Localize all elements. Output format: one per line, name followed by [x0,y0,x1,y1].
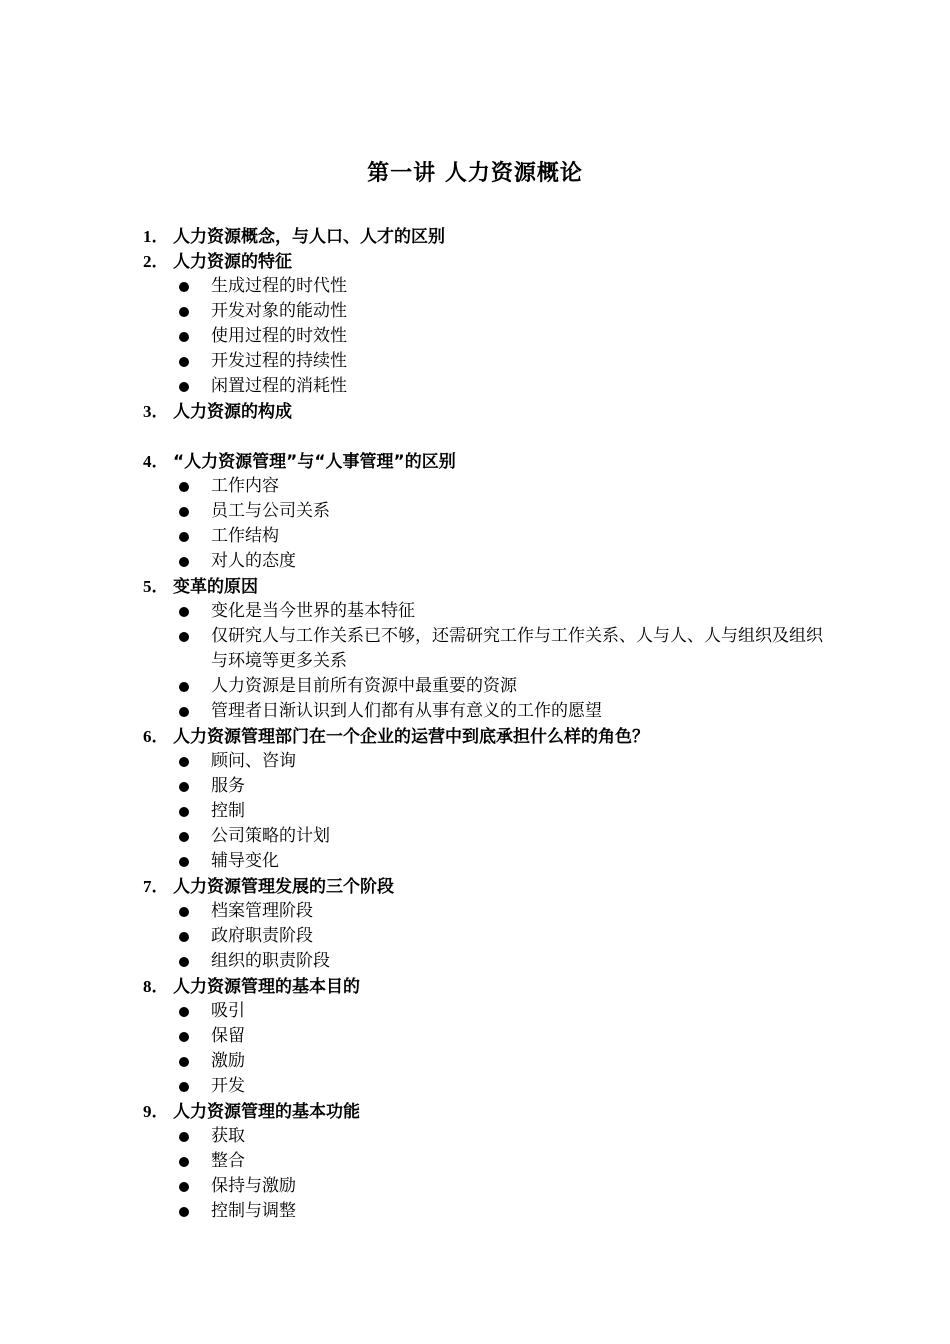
list-item-text: 管理者日渐认识到人们都有从事有意义的工作的愿望 [211,701,602,721]
list-item [143,824,823,849]
section-heading [143,1099,823,1124]
section-heading [143,724,823,749]
section-number: 9． [143,1102,169,1121]
bullet-dot-icon [179,607,189,617]
list-item [143,1024,823,1049]
list-item [143,474,823,499]
section-number: 2． [143,252,169,271]
section-heading [143,399,823,424]
list-item [143,349,823,374]
list-item [143,299,823,324]
section-number: 4． [143,452,169,471]
section-heading-text: 人力资源管理的基本功能 [173,1102,360,1122]
list-item [143,1124,823,1149]
bullet-dot-icon [179,1082,189,1092]
bullet-list [143,999,823,1099]
bullet-dot-icon [179,307,189,317]
list-item-text: 档案管理阶段 [211,901,313,921]
list-item [143,274,823,299]
bullet-dot-icon [179,382,189,392]
bullet-dot-icon [179,1057,189,1067]
bullet-dot-icon [179,357,189,367]
section-heading [143,574,823,599]
list-item-text: 闲置过程的消耗性 [211,376,347,396]
list-item-text: 保持与激励 [211,1176,296,1196]
bullet-list [143,1124,823,1224]
bullet-dot-icon [179,1132,189,1142]
list-item-text: 开发 [211,1076,245,1096]
list-item [143,1074,823,1099]
list-item [143,499,823,524]
bullet-dot-icon [179,1207,189,1217]
section-heading-text: 人力资源管理的基本目的 [173,977,360,997]
bullet-dot-icon [179,507,189,517]
list-item [143,1199,823,1224]
bullet-list [143,899,823,974]
section-heading [143,449,823,474]
list-item-text: 控制 [211,801,245,821]
outline-content [143,224,823,1224]
section-heading-text: 人力资源的特征 [173,252,292,272]
list-item [143,324,823,349]
list-item-text: 对人的态度 [211,551,296,571]
list-item [143,774,823,799]
list-item-text: 仅研究人与工作关系已不够，还需研究工作与工作关系、人与人、人与组织及组织与环境等更多关系 [211,626,823,671]
bullet-dot-icon [179,957,189,967]
bullet-dot-icon [179,282,189,292]
bullet-dot-icon [179,1007,189,1017]
list-item [143,1174,823,1199]
list-item-text: 开发对象的能动性 [211,301,347,321]
section-heading-text: 人力资源概念，与人口、人才的区别 [173,227,445,247]
bullet-dot-icon [179,907,189,917]
section-number: 5． [143,577,169,596]
list-item [143,549,823,574]
blank-line [143,424,823,449]
list-item [143,699,823,724]
list-item-text: 工作内容 [211,476,279,496]
list-item [143,949,823,974]
bullet-dot-icon [179,782,189,792]
section-number: 3． [143,402,169,421]
bullet-dot-icon [179,707,189,717]
list-item-text: 工作结构 [211,526,279,546]
list-item [143,1149,823,1174]
list-item-text: 使用过程的时效性 [211,326,347,346]
list-item [143,624,823,674]
list-item [143,799,823,824]
list-item [143,749,823,774]
section-heading [143,249,823,274]
list-item-text: 控制与调整 [211,1201,296,1221]
section-heading [143,224,823,249]
section-heading-text: 变革的原因 [173,577,258,597]
list-item-text: 生成过程的时代性 [211,276,347,296]
list-item-text: 整合 [211,1151,245,1171]
bullet-dot-icon [179,857,189,867]
list-item [143,899,823,924]
list-item-text: 开发过程的持续性 [211,351,347,371]
list-item-text: 服务 [211,776,245,796]
bullet-list [143,749,823,874]
list-item-text: 公司策略的计划 [211,826,330,846]
list-item [143,1049,823,1074]
section-heading [143,874,823,899]
list-item-text: 获取 [211,1126,245,1146]
list-item [143,849,823,874]
bullet-dot-icon [179,1182,189,1192]
list-item-text: 激励 [211,1051,245,1071]
list-item-text: 辅导变化 [211,851,279,871]
bullet-list [143,274,823,399]
bullet-dot-icon [179,1157,189,1167]
section-heading [143,974,823,999]
list-item [143,999,823,1024]
bullet-list [143,474,823,574]
list-item-text: 人力资源是目前所有资源中最重要的资源 [211,676,517,696]
section-heading-text: “人力资源管理”与“人事管理”的区别 [173,452,456,472]
bullet-dot-icon [179,482,189,492]
section-heading-text: 人力资源管理发展的三个阶段 [173,877,394,897]
section-heading-text: 人力资源管理部门在一个企业的运营中到底承担什么样的角色？ [173,727,649,747]
list-item [143,374,823,399]
list-item [143,524,823,549]
section-number: 1． [143,227,169,246]
section-number: 7． [143,877,169,896]
bullet-dot-icon [179,557,189,567]
section-number: 8． [143,977,169,996]
list-item [143,924,823,949]
bullet-dot-icon [179,682,189,692]
bullet-dot-icon [179,632,189,642]
page-title: 第一讲 人力资源概论 [367,161,583,186]
list-item [143,674,823,699]
bullet-dot-icon [179,332,189,342]
bullet-dot-icon [179,1032,189,1042]
list-item [143,599,823,624]
bullet-list [143,599,823,724]
list-item-text: 吸引 [211,1001,245,1021]
section-number: 6． [143,727,169,746]
list-item-text: 组织的职责阶段 [211,951,330,971]
bullet-dot-icon [179,532,189,542]
list-item-text: 变化是当今世界的基本特征 [211,601,415,621]
section-heading-text: 人力资源的构成 [173,402,292,422]
list-item-text: 顾问、咨询 [211,751,296,771]
list-item-text: 保留 [211,1026,245,1046]
bullet-dot-icon [179,832,189,842]
bullet-dot-icon [179,757,189,767]
list-item-text: 政府职责阶段 [211,926,313,946]
list-item-text: 员工与公司关系 [211,501,330,521]
bullet-dot-icon [179,807,189,817]
bullet-dot-icon [179,932,189,942]
